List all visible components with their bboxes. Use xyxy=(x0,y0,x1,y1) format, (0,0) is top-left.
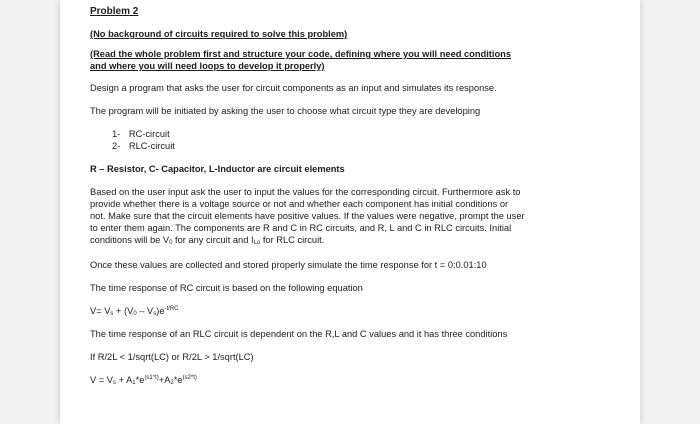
option-rlc xyxy=(112,141,175,151)
initiation-text: The program will be initiated by asking the user to choose what circuit type they are developing xyxy=(90,106,481,116)
option-label: RC-circuit xyxy=(128,129,170,139)
paragraph-line-initial-conditions: conditions will be $V_0$ for any circuit and $I_{Lo}$ for RLC circuit. xyxy=(90,235,325,246)
paragraph-line: Based on the user input ask the user to input the values for the corresponding circuit. Furthermore ask to xyxy=(90,187,521,197)
paragraph-line: not. Make sure that the circuit elements have positive values. If the values were negative, prompt the user xyxy=(90,211,525,221)
simulation-text: Once these values are collected and stored properly simulate the time response for t = 0:0.01:10 xyxy=(90,260,487,270)
option-number: 1- xyxy=(112,129,121,139)
rc-response-text: The time response of RC circuit is based on the following equation xyxy=(90,283,363,293)
intro-text: Design a program that asks the user for circuit components as an input and simulates its response. xyxy=(90,83,497,93)
paragraph-line: to enter them again. The components are R and C in RC circuits, and R, L and C in RLC circuits. Initial xyxy=(90,223,512,233)
document-page xyxy=(60,0,640,424)
option-rc xyxy=(112,129,170,139)
rlc-equation: $V = V_s + A_1*e^{(s1*t)}+A_2*e^{(s2*t)}$ xyxy=(90,375,197,386)
option-number: 2- xyxy=(112,141,121,151)
option-label: RLC-circuit xyxy=(128,141,175,151)
paragraph-line: provide whether there is a voltage source or not and whether each component has initial conditions or xyxy=(90,199,509,209)
rlc-response-text: The time response of an RLC circuit is dependent on the R,L and C values and it has three conditions xyxy=(90,329,508,339)
rc-equation: $V= V_s + (V_0 - V_s)e^{-t/RC}$ xyxy=(90,306,179,317)
rlc-condition: If R/2L < 1/sqrt(LC) or R/2L > 1/sqrt(LC) xyxy=(90,352,254,362)
elements-heading: R – Resistor, C- Capacitor, L-Inductor are circuit elements xyxy=(90,164,345,174)
structure-note-line2: and where you will need loops to develop it properly) xyxy=(90,61,325,71)
background-note: (No background of circuits required to solve this problem) xyxy=(90,29,348,39)
problem-title: Problem 2 xyxy=(90,6,139,17)
structure-note-line1: (Read the whole problem first and structure your code, defining where you will need conditions xyxy=(90,49,511,59)
